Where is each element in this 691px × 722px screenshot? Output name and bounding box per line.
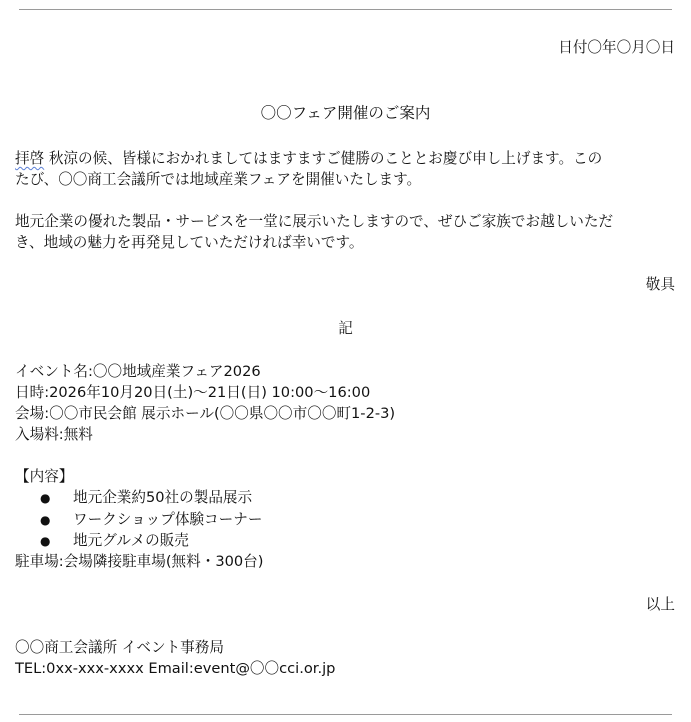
- intro-line-2: たび、〇〇商工会議所では地域産業フェアを開催いたします。: [15, 171, 422, 188]
- parking-info: 駐車場:会場隣接駐車場(無料・300台): [15, 553, 264, 570]
- contact-org: 〇〇商工会議所 イベント事務局: [15, 639, 224, 656]
- list-item-text: 地元企業約50社の製品展示: [73, 489, 253, 506]
- top-divider: [19, 9, 672, 10]
- event-admission: 入場料:無料: [15, 426, 93, 443]
- body-line-2: き、地域の魅力を再発見していただければ幸いです。: [15, 234, 364, 251]
- contact-tel-email: TEL:0xx-xxx-xxxx Email:event@〇〇cci.or.jp: [15, 660, 336, 677]
- document-title: 〇〇フェア開催のご案内: [260, 104, 431, 122]
- body-line-1: 地元企業の優れた製品・サービスを一堂に展示いたしますので、ぜひご家族でお越しいただ: [15, 213, 614, 230]
- event-venue: 会場:〇〇市民会館 展示ホール(〇〇県〇〇市〇〇町1-2-3): [15, 405, 396, 422]
- intro-line-1-text: 秋涼の候、皆様におかれましてはますますご健勝のこととお慶び申し上げます。この: [44, 150, 603, 167]
- list-item-text: 地元グルメの販売: [73, 532, 189, 549]
- closing-keigu: 敬具: [645, 276, 675, 293]
- end-mark: 以上: [645, 596, 675, 613]
- bullet-icon: ●: [40, 534, 51, 548]
- contents-heading: 【内容】: [15, 468, 74, 485]
- bullet-icon: ●: [40, 491, 51, 505]
- bullet-icon: ●: [40, 513, 51, 527]
- list-item: [40, 509, 262, 531]
- ki-marker: 記: [338, 320, 353, 337]
- event-name: イベント名:〇〇地域産業フェア2026: [15, 363, 261, 380]
- document-date: 日付〇年〇月〇日: [558, 39, 675, 56]
- list-item: [40, 487, 252, 509]
- intro-line-1: [15, 148, 602, 169]
- bottom-divider: [19, 714, 672, 715]
- list-item-text: ワークショップ体験コーナー: [73, 511, 263, 528]
- event-datetime: 日時:2026年10月20日(土)〜21日(日) 10:00〜16:00: [15, 384, 371, 401]
- salutation-spellcheck-word[interactable]: 拝啓: [15, 150, 45, 167]
- list-item: [40, 530, 189, 552]
